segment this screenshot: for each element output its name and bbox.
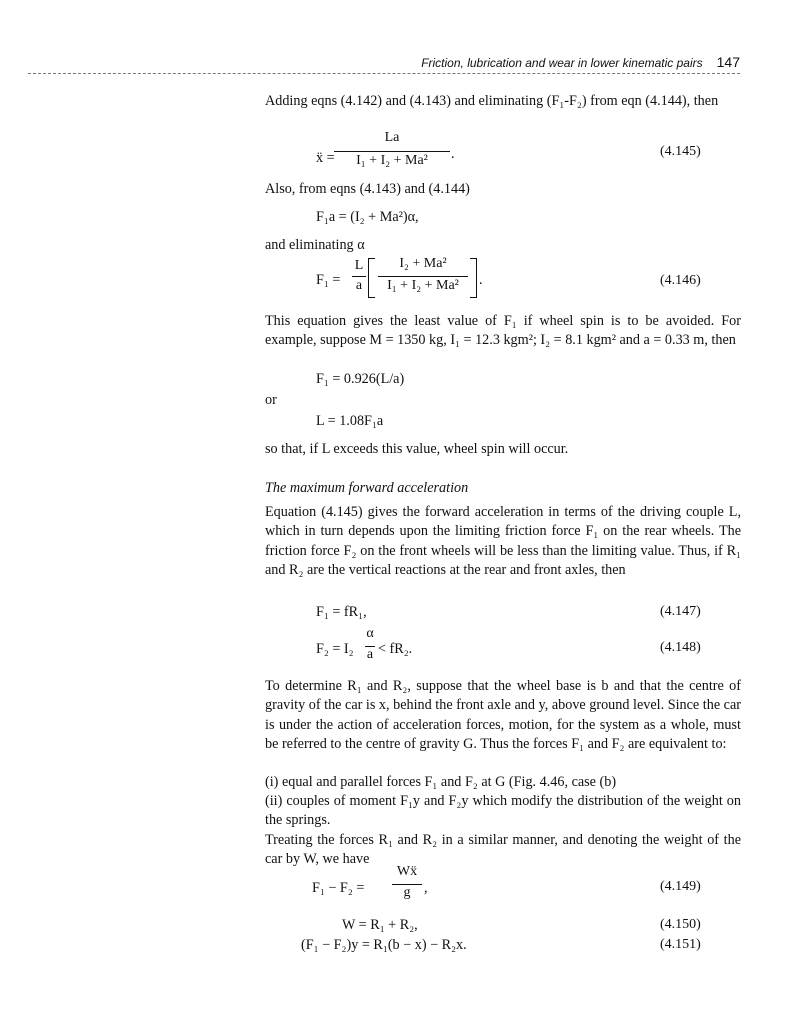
paragraph-7: To determine R₁ and R₂, suppose that the wheel base is b and that the centre of gravity of the car is x, behind the front axle and y, above ground level. Since the car is under the action of acceleration forces, motion, for the system as a whole, must be referred to the centre of gravity G. Thus the forces F₁ and F₂ are equivalent to: <box>265 678 741 753</box>
eq149-trail: , <box>424 880 428 896</box>
or-word: or <box>265 392 277 408</box>
list-item-2: (ii) couples of moment F₁y and F₂y which modify the distribution of the weight on the springs. <box>265 793 741 829</box>
eq146-lhs: F₁ = <box>316 272 341 288</box>
list-item-1: (i) equal and parallel forces F₁ and F₂ at G (Fig. 4.46, case (b) <box>265 774 617 790</box>
eq150-label: (4.150) <box>660 917 701 932</box>
eq149-label: (4.149) <box>660 879 701 894</box>
paragraph-5: so that, if L exceeds this value, wheel spin will occur. <box>265 441 569 457</box>
eq145-label: (4.145) <box>660 144 701 159</box>
eq145-denominator: I₁ + I₂ + Ma² <box>356 153 428 168</box>
eq148-label: (4.148) <box>660 640 701 655</box>
eq145-trail: . <box>451 146 455 162</box>
eq146-inner-bar <box>378 276 468 277</box>
eq-L-value: L = 1.08F₁a <box>316 413 384 429</box>
eq145-numerator: La <box>384 130 400 145</box>
eq148-lhs: F₂ = I₂ <box>316 641 354 657</box>
eq146-inner-numerator: I₂ + Ma² <box>399 256 447 271</box>
eq147: F₁ = fR₁, <box>316 604 367 620</box>
eq147-label: (4.147) <box>660 604 701 619</box>
paragraph-6: Equation (4.145) gives the forward acceleration in terms of the driving couple L, which in turn depends upon the limiting friction force F₁ on the rear wheels. The friction force F₂ on the front wheels will be less than the limiting value. Thus, if R₁ and R₂ are the vertical reactions at the rear and front axles, then <box>265 504 741 579</box>
left-bracket <box>368 258 375 298</box>
eq150: W = R₁ + R₂, <box>342 917 418 933</box>
eq-f1a: F₁a = (I₂ + Ma²)α, <box>316 209 419 225</box>
header-rule <box>28 73 740 74</box>
eq145-fraction-bar <box>334 151 450 152</box>
eq151-label: (4.151) <box>660 937 701 952</box>
eq148-rhs: < fR₂. <box>378 641 413 657</box>
eq151: (F₁ − F₂)y = R₁(b − x) − R₂x. <box>301 937 467 953</box>
paragraph-8: Treating the forces R₁ and R₂ in a similar manner, and denoting the weight of the car by W, we have <box>265 832 741 868</box>
eq149-numerator: Wẍ <box>396 864 418 879</box>
running-title: Friction, lubrication and wear in lower kinematic pairs <box>421 56 703 70</box>
eq149-lhs: F₁ − F₂ = <box>312 880 365 896</box>
paragraph-3: and eliminating α <box>265 237 365 253</box>
eq146-outer-denominator: a <box>355 278 363 293</box>
eq146-outer-numerator: L <box>354 258 364 273</box>
eq145-lhs: ẍ = <box>316 150 335 166</box>
paragraph-1: Adding eqns (4.142) and (4.143) and eliminating (F₁-F₂) from eqn (4.144), then <box>265 93 719 109</box>
eq149-denominator: g <box>403 885 411 900</box>
eq146-trail: . <box>479 272 483 288</box>
eq148-numerator: α <box>366 626 374 641</box>
right-bracket <box>470 258 477 298</box>
paragraph-4: This equation gives the least value of F₁ if wheel spin is to be avoided. For example, suppose M = 1350 kg, I₁ = 12.3 kgm²; I₂ = 8.1 kgm² and a = 0.33 m, then <box>265 313 741 349</box>
eq148-denominator: a <box>366 647 374 662</box>
eq146-label: (4.146) <box>660 273 701 288</box>
eq146-inner-denominator: I₁ + I₂ + Ma² <box>387 278 459 293</box>
eq-f1-value: F₁ = 0.926(L/a) <box>316 371 405 387</box>
paragraph-2: Also, from eqns (4.143) and (4.144) <box>265 181 470 197</box>
running-header <box>0 54 740 72</box>
page-number: 147 <box>716 54 740 70</box>
eq146-outer-bar <box>352 276 366 277</box>
section-heading: The maximum forward acceleration <box>265 480 469 496</box>
